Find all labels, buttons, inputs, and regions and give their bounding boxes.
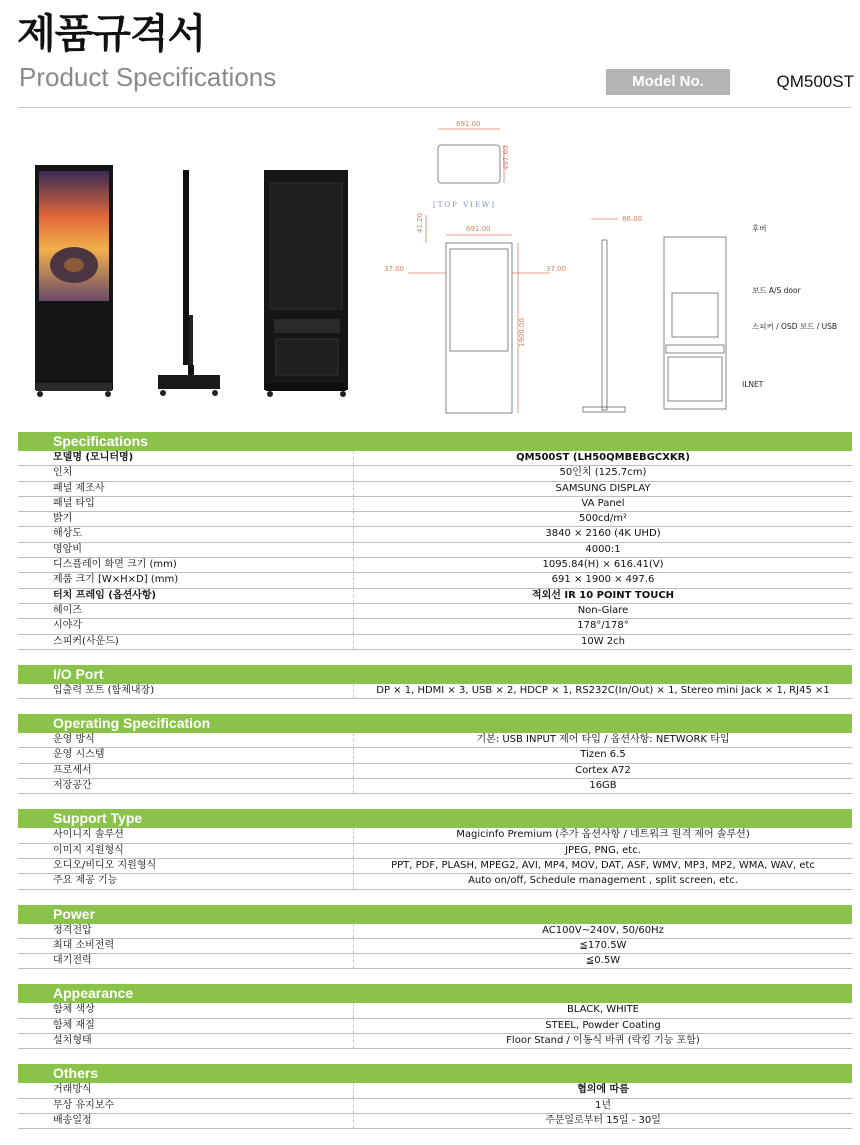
spec-row bbox=[18, 1003, 852, 1018]
callout-1: 후버 bbox=[752, 224, 767, 233]
spec-row bbox=[18, 733, 852, 748]
front-drawing bbox=[408, 212, 550, 413]
spec-key: 대기전력 bbox=[18, 954, 354, 968]
spec-value: JPEG, PNG, etc. bbox=[565, 844, 641, 856]
spec-key: 터치 프레임 (옵션사항) bbox=[18, 589, 354, 603]
spec-value: VA Panel bbox=[581, 497, 625, 509]
spec-key: 운영 방식 bbox=[18, 733, 354, 747]
spec-value: ≦0.5W bbox=[585, 955, 621, 967]
spec-key: 함체 색상 bbox=[18, 1003, 354, 1017]
page-title: 제품규격서 bbox=[17, 11, 206, 57]
spec-row bbox=[18, 939, 852, 954]
spec-row bbox=[18, 1099, 852, 1114]
spec-value: 1095.84(H) × 616.41(V) bbox=[542, 559, 664, 571]
spec-value: 50인치 (125.7cm) bbox=[559, 467, 647, 479]
spec-row bbox=[18, 573, 852, 588]
spec-value: Tizen 6.5 bbox=[580, 749, 626, 761]
spec-row bbox=[18, 619, 852, 634]
spec-key: 프로세서 bbox=[18, 764, 354, 778]
kiosk-side-photo bbox=[158, 170, 220, 396]
spec-value: QM500ST (LH50QMBEBGCXKR) bbox=[516, 452, 690, 463]
spec-key: 저장공간 bbox=[18, 779, 354, 793]
spec-key: 무상 유지보수 bbox=[18, 1099, 354, 1113]
spec-row bbox=[18, 828, 852, 843]
spec-value: 협의에 따름 bbox=[577, 1084, 629, 1096]
spec-key: 최대 소비전력 bbox=[18, 939, 354, 953]
spec-key: 이미지 지원형식 bbox=[18, 844, 354, 858]
spec-row bbox=[18, 844, 852, 859]
spec-row bbox=[18, 558, 852, 573]
spec-value: 주문일로부터 15일 - 30일 bbox=[545, 1114, 661, 1126]
spec-section bbox=[18, 1064, 852, 1129]
spec-row bbox=[18, 635, 852, 650]
spec-value: 3840 × 2160 (4K UHD) bbox=[545, 528, 661, 540]
spec-section bbox=[18, 665, 852, 699]
spec-value: BLACK, WHITE bbox=[566, 1004, 639, 1016]
spec-value: Magicinfo Premium (추가 옵션사항 / 네트워크 원격 제어 솔루션) bbox=[456, 829, 750, 841]
dim-top-offset: 41.20 bbox=[416, 212, 424, 233]
page-subtitle: Product Specifications bbox=[19, 62, 277, 92]
spec-row bbox=[18, 482, 852, 497]
spec-row bbox=[18, 859, 852, 874]
section-header: Power bbox=[18, 905, 852, 924]
spec-key: 패널 제조사 bbox=[18, 482, 354, 496]
spec-row bbox=[18, 466, 852, 481]
spec-row bbox=[18, 874, 852, 889]
callout-2: 보드 A/S door bbox=[752, 286, 801, 295]
spec-value: PPT, PDF, PLASH, MPEG2, AVI, MP4, MOV, DAT, ASF, WMV, MP3, MP2, WMA, WAV, etc bbox=[391, 859, 815, 871]
spec-key: 거래방식 bbox=[18, 1083, 354, 1097]
top-view-drawing bbox=[438, 129, 504, 183]
spec-value: Non-Glare bbox=[577, 604, 629, 616]
section-header: Support Type bbox=[18, 809, 852, 828]
dim-height: 1900.00 bbox=[518, 318, 526, 347]
spec-value: STEEL, Powder Coating bbox=[545, 1019, 661, 1031]
kiosk-front-photo bbox=[35, 165, 113, 397]
dim-side-depth: 86.00 bbox=[622, 215, 643, 223]
dim-front-width: 691.00 bbox=[466, 225, 491, 233]
spec-row bbox=[18, 512, 852, 527]
dim-margin-right: 37.00 bbox=[546, 265, 567, 273]
spec-key: 사이니지 솔루션 bbox=[18, 828, 354, 842]
product-illustrations bbox=[18, 115, 852, 425]
spec-section bbox=[18, 984, 852, 1049]
spec-row bbox=[18, 497, 852, 512]
spec-key: 모델명 (모니터명) bbox=[18, 451, 354, 465]
spec-row bbox=[18, 779, 852, 794]
spec-value: 10W 2ch bbox=[581, 635, 625, 647]
spec-key: 패널 타입 bbox=[18, 497, 354, 511]
header-divider bbox=[18, 107, 852, 108]
spec-value: DP × 1, HDMI × 3, USB × 2, HDCP × 1, RS232C(In/Out) × 1, Stereo mini Jack × 1, RJ45 ×1 bbox=[376, 684, 830, 696]
spec-row bbox=[18, 543, 852, 558]
dim-top-depth: 497.60 bbox=[502, 145, 510, 170]
spec-section bbox=[18, 432, 852, 650]
spec-row bbox=[18, 1114, 852, 1129]
spec-key: 헤이즈 bbox=[18, 604, 354, 618]
spec-key: 인치 bbox=[18, 466, 354, 480]
spec-row bbox=[18, 954, 852, 969]
spec-key: 스피커(사운드) bbox=[18, 635, 354, 649]
section-header: Appearance bbox=[18, 984, 852, 1003]
section-header: I/O Port bbox=[18, 665, 852, 684]
spec-key: 오디오/비디오 지원형식 bbox=[18, 859, 354, 873]
spec-row bbox=[18, 451, 852, 466]
spec-section bbox=[18, 905, 852, 970]
back-drawing bbox=[664, 237, 726, 409]
spec-value: Auto on/off, Schedule management , split screen, etc. bbox=[468, 875, 738, 887]
spec-value: AC100V~240V, 50/60Hz bbox=[542, 924, 664, 936]
spec-key: 명암비 bbox=[18, 543, 354, 557]
spec-sections bbox=[18, 432, 852, 1144]
callout-4: ILNET bbox=[742, 380, 764, 389]
spec-value: 4000:1 bbox=[585, 543, 621, 555]
callout-3: 스피커 / OSD 보드 / USB bbox=[752, 322, 838, 331]
spec-key: 배송일정 bbox=[18, 1114, 354, 1128]
spec-value: 기본: USB INPUT 제어 타입 / 옵션사항: NETWORK 타입 bbox=[476, 734, 730, 746]
spec-value: ≦170.5W bbox=[579, 939, 627, 951]
section-header: Others bbox=[18, 1064, 852, 1083]
spec-row bbox=[18, 1083, 852, 1098]
section-header: Specifications bbox=[18, 432, 852, 451]
spec-value: 178°/178° bbox=[577, 620, 629, 632]
spec-key: 시야각 bbox=[18, 619, 354, 633]
spec-value: 16GB bbox=[589, 780, 617, 792]
spec-row bbox=[18, 589, 852, 604]
spec-section bbox=[18, 809, 852, 889]
top-view-label: [TOP VIEW] bbox=[433, 201, 496, 209]
dim-margin-left: 37.00 bbox=[384, 265, 405, 273]
spec-value: 691 × 1900 × 497.6 bbox=[551, 574, 655, 586]
model-value: QM500ST bbox=[776, 72, 854, 91]
spec-row bbox=[18, 1034, 852, 1049]
spec-key: 정격전압 bbox=[18, 924, 354, 938]
spec-key: 함체 재질 bbox=[18, 1019, 354, 1033]
kiosk-back-photo bbox=[264, 170, 348, 397]
spec-key: 입출력 포트 (함체내장) bbox=[18, 684, 354, 698]
spec-key: 해상도 bbox=[18, 527, 354, 541]
spec-key: 제품 크기 [W×H×D] (mm) bbox=[18, 573, 354, 587]
spec-key: 디스플레이 화면 크기 (mm) bbox=[18, 558, 354, 572]
spec-value: 1년 bbox=[594, 1099, 612, 1111]
spec-value: Floor Stand / 이동식 바퀴 (락킹 기능 포함) bbox=[506, 1035, 700, 1047]
section-header: Operating Specification bbox=[18, 714, 852, 733]
spec-key: 운영 시스템 bbox=[18, 748, 354, 762]
spec-key: 주요 제공 기능 bbox=[18, 874, 354, 888]
spec-row bbox=[18, 924, 852, 939]
spec-key: 설치형태 bbox=[18, 1034, 354, 1048]
spec-row bbox=[18, 604, 852, 619]
spec-row bbox=[18, 527, 852, 542]
spec-row bbox=[18, 748, 852, 763]
spec-value: 적외선 IR 10 POINT TOUCH bbox=[531, 589, 675, 601]
spec-value: Cortex A72 bbox=[575, 764, 631, 776]
spec-row bbox=[18, 764, 852, 779]
spec-row bbox=[18, 684, 852, 699]
spec-section bbox=[18, 714, 852, 794]
spec-row bbox=[18, 1019, 852, 1034]
model-label: Model No. bbox=[606, 69, 730, 95]
side-drawing bbox=[583, 219, 625, 412]
dim-top-width: 691.00 bbox=[456, 120, 481, 128]
spec-value: SAMSUNG DISPLAY bbox=[555, 482, 651, 494]
spec-key: 밝기 bbox=[18, 512, 354, 526]
spec-value: 500cd/m² bbox=[578, 513, 628, 525]
